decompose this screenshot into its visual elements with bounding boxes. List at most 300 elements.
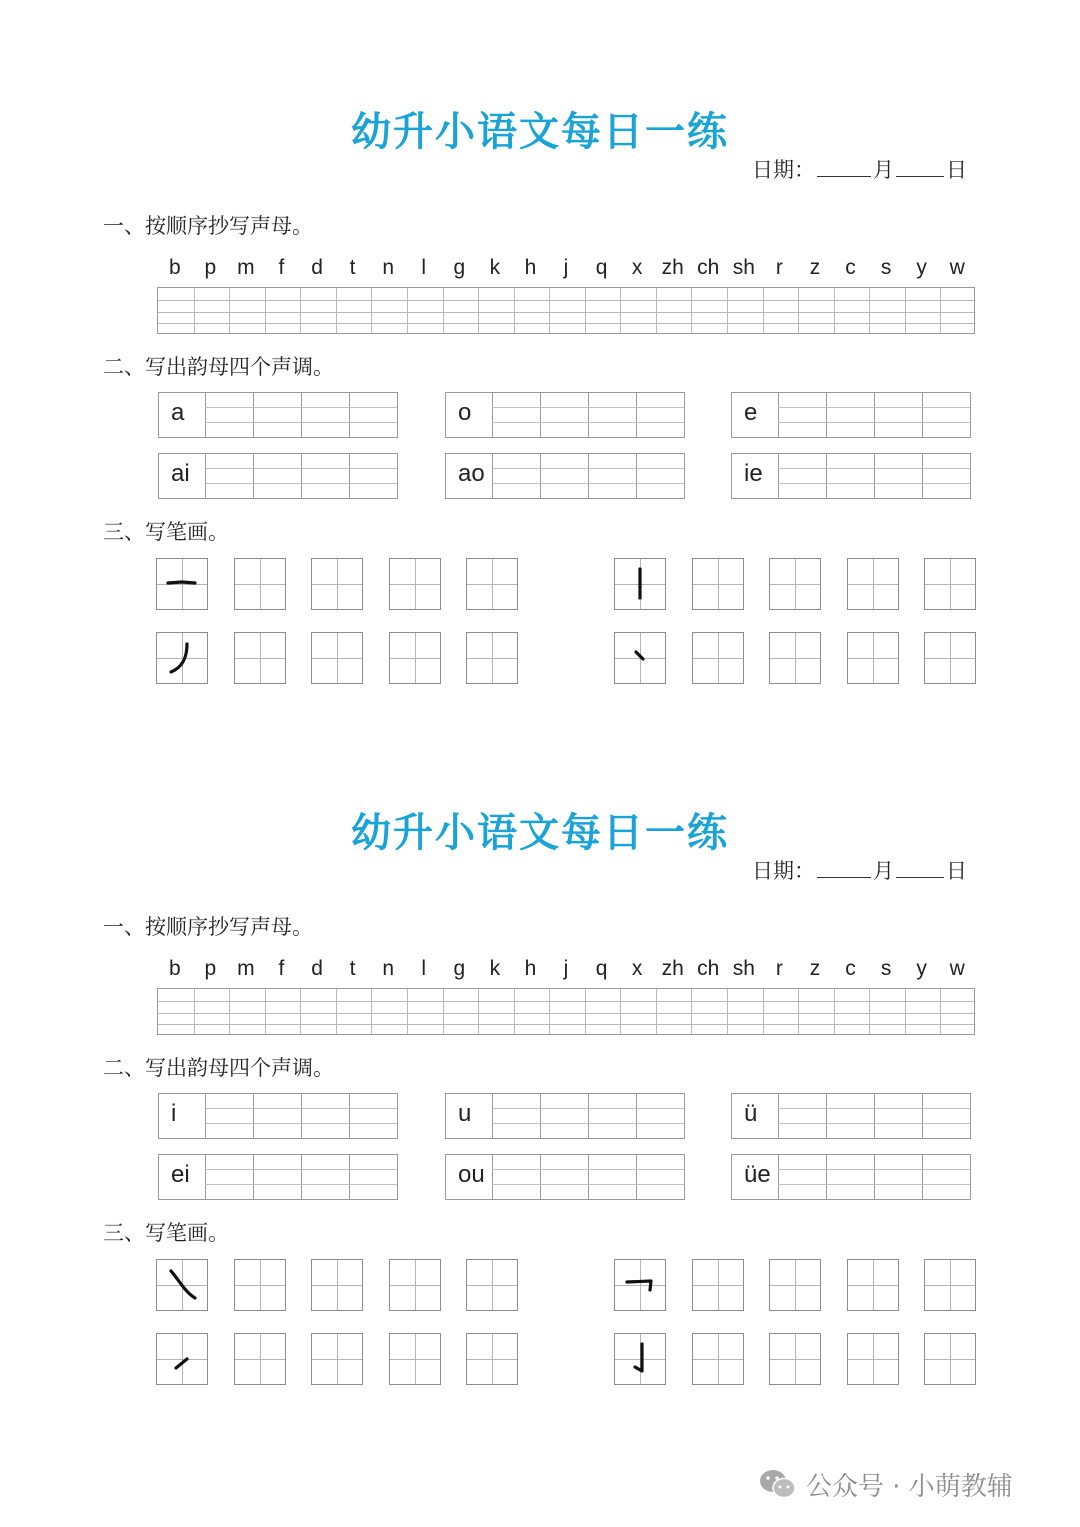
grid-guide-horizontal (848, 1359, 898, 1360)
initial-label: zh (661, 957, 684, 980)
initial-label: b (168, 957, 181, 980)
box-divider (588, 454, 589, 498)
grid-guide-horizontal (235, 658, 285, 659)
box-divider (922, 454, 923, 498)
box-divider (778, 1155, 779, 1199)
tianzige-practice-box[interactable] (389, 1333, 441, 1385)
final-writing-box[interactable] (445, 1154, 685, 1200)
final-label: ü (744, 1100, 758, 1127)
final-writing-box[interactable] (731, 392, 971, 438)
box-divider (874, 454, 875, 498)
stroke-example-box[interactable] (614, 1333, 666, 1385)
initial-label: q (595, 957, 608, 980)
initial-label: q (595, 256, 608, 279)
grid-guide-horizontal (390, 1285, 440, 1286)
tianzige-practice-box[interactable] (466, 1333, 518, 1385)
grid-guide-horizontal (693, 1359, 743, 1360)
final-label: üe (744, 1161, 771, 1188)
grid-guide-horizontal (467, 1285, 517, 1286)
box-divider (492, 393, 493, 437)
tianzige-practice-box[interactable] (389, 632, 441, 684)
tianzige-practice-box[interactable] (924, 1333, 976, 1385)
grid-divider (407, 989, 408, 1034)
box-divider (205, 1155, 206, 1199)
grid-divider (194, 288, 195, 333)
grid-guide-horizontal (848, 658, 898, 659)
box-divider (349, 393, 350, 437)
grid-divider (763, 288, 764, 333)
initial-label: j (563, 957, 569, 980)
final-writing-box[interactable] (158, 453, 398, 499)
final-writing-box[interactable] (731, 1154, 971, 1200)
grid-guide-horizontal (925, 584, 975, 585)
tianzige-practice-box[interactable] (692, 1333, 744, 1385)
grid-divider (834, 288, 835, 333)
initial-label: r (775, 957, 783, 980)
tianzige-practice-box[interactable] (234, 1259, 286, 1311)
box-divider (301, 454, 302, 498)
grid-guide-horizontal (770, 1285, 820, 1286)
box-guide-line (778, 468, 970, 469)
box-guide-line (205, 407, 397, 408)
stroke-example-box[interactable] (614, 632, 666, 684)
final-label: ei (171, 1161, 190, 1188)
tianzige-practice-box[interactable] (466, 1259, 518, 1311)
grid-guide-horizontal (390, 658, 440, 659)
grid-divider (585, 989, 586, 1034)
final-label: ou (458, 1161, 485, 1188)
initial-label: k (489, 957, 501, 980)
box-divider (636, 454, 637, 498)
final-writing-box[interactable] (731, 453, 971, 499)
section-3-heading: 三、写笔画。 (103, 1221, 229, 1245)
box-divider (349, 454, 350, 498)
tianzige-practice-box[interactable] (847, 558, 899, 610)
initial-label: z (809, 957, 821, 980)
tianzige-practice-box[interactable] (769, 632, 821, 684)
tianzige-practice-box[interactable] (769, 1259, 821, 1311)
box-guide-line (778, 1169, 970, 1170)
initial-label: n (382, 256, 395, 279)
initials-row (157, 957, 975, 985)
box-guide-line (492, 1108, 684, 1109)
grid-divider (300, 989, 301, 1034)
box-divider (874, 393, 875, 437)
grid-divider (336, 288, 337, 333)
month-blank[interactable] (817, 158, 871, 177)
section-2-heading: 二、写出韵母四个声调。 (103, 355, 334, 379)
grid-divider (798, 989, 799, 1034)
grid-divider (478, 989, 479, 1034)
stroke-example-box[interactable] (156, 1333, 208, 1385)
grid-divider (727, 989, 728, 1034)
stroke-example-box[interactable] (614, 1259, 666, 1311)
grid-divider (265, 288, 266, 333)
initial-label: f (278, 957, 285, 980)
tianzige-practice-box[interactable] (389, 558, 441, 610)
final-writing-box[interactable] (158, 1093, 398, 1139)
grid-divider (514, 989, 515, 1034)
grid-guide-horizontal (693, 584, 743, 585)
final-label: ao (458, 460, 485, 487)
tianzige-practice-box[interactable] (389, 1259, 441, 1311)
tianzige-practice-box[interactable] (234, 632, 286, 684)
box-divider (826, 1155, 827, 1199)
final-label: a (171, 399, 185, 426)
initial-label: n (382, 957, 395, 980)
box-divider (253, 1094, 254, 1138)
initial-label: r (775, 256, 783, 279)
box-guide-line (778, 1184, 970, 1185)
box-divider (588, 393, 589, 437)
box-guide-line (778, 1108, 970, 1109)
tianzige-practice-box[interactable] (924, 558, 976, 610)
box-divider (492, 1094, 493, 1138)
initial-label: g (453, 256, 466, 279)
grid-divider (620, 288, 621, 333)
box-divider (253, 393, 254, 437)
box-divider (922, 1094, 923, 1138)
month-label: 月 (873, 859, 894, 883)
tianzige-practice-box[interactable] (847, 1333, 899, 1385)
grid-divider (869, 288, 870, 333)
grid-line (158, 1024, 974, 1025)
box-guide-line (205, 468, 397, 469)
tianzige-practice-box[interactable] (847, 1259, 899, 1311)
box-guide-line (205, 422, 397, 423)
tianzige-practice-box[interactable] (466, 632, 518, 684)
initial-label: ch (697, 957, 720, 980)
box-divider (492, 1155, 493, 1199)
grid-guide-horizontal (235, 1359, 285, 1360)
initial-label: p (204, 256, 217, 279)
initials-row (157, 256, 975, 284)
heng-zhe-stroke-icon (615, 1260, 664, 1309)
grid-divider (585, 288, 586, 333)
initial-label: f (278, 256, 285, 279)
grid-divider (443, 288, 444, 333)
box-divider (492, 454, 493, 498)
initial-label: h (524, 957, 537, 980)
grid-guide-horizontal (467, 658, 517, 659)
box-guide-line (492, 407, 684, 408)
box-divider (636, 1155, 637, 1199)
box-divider (540, 1094, 541, 1138)
initial-label: w (949, 957, 965, 980)
box-guide-line (492, 483, 684, 484)
grid-guide-horizontal (235, 584, 285, 585)
final-label: o (458, 399, 472, 426)
box-divider (253, 1155, 254, 1199)
ti-stroke-icon (157, 1334, 206, 1383)
initial-label: zh (661, 256, 684, 279)
tianzige-practice-box[interactable] (311, 632, 363, 684)
initials-writing-grid[interactable] (157, 988, 975, 1035)
grid-guide-horizontal (693, 1285, 743, 1286)
grid-guide-horizontal (925, 1285, 975, 1286)
box-guide-line (205, 483, 397, 484)
box-divider (205, 454, 206, 498)
grid-guide-horizontal (693, 658, 743, 659)
grid-line (158, 1001, 974, 1002)
initial-label: y (916, 256, 927, 279)
grid-guide-horizontal (312, 1285, 362, 1286)
grid-divider (371, 288, 372, 333)
grid-divider (229, 989, 230, 1034)
tianzige-practice-box[interactable] (924, 632, 976, 684)
grid-guide-horizontal (390, 584, 440, 585)
initial-label: m (237, 957, 255, 980)
grid-guide-horizontal (312, 584, 362, 585)
stroke-example-box[interactable] (614, 558, 666, 610)
tianzige-practice-box[interactable] (234, 1333, 286, 1385)
box-guide-line (778, 1123, 970, 1124)
box-divider (826, 454, 827, 498)
grid-divider (443, 989, 444, 1034)
initial-label: sh (732, 256, 755, 279)
initial-label: d (311, 957, 323, 980)
box-divider (253, 454, 254, 498)
grid-divider (691, 989, 692, 1034)
final-label: ie (744, 460, 763, 487)
initial-label: l (421, 256, 427, 279)
date-line (752, 154, 967, 184)
day-blank[interactable] (896, 859, 944, 878)
grid-divider (336, 989, 337, 1034)
grid-divider (549, 989, 550, 1034)
watermark-text: 公众号 · 小萌教辅 (806, 1472, 1013, 1502)
grid-guide-horizontal (770, 584, 820, 585)
box-divider (826, 393, 827, 437)
box-divider (826, 1094, 827, 1138)
final-writing-box[interactable] (445, 1093, 685, 1139)
box-divider (588, 1094, 589, 1138)
box-guide-line (492, 422, 684, 423)
box-guide-line (492, 1169, 684, 1170)
month-blank[interactable] (817, 859, 871, 878)
box-divider (301, 1094, 302, 1138)
section-2-heading: 二、写出韵母四个声调。 (103, 1056, 334, 1080)
grid-divider (514, 288, 515, 333)
box-guide-line (205, 1184, 397, 1185)
date-label: 日期： (752, 859, 815, 883)
grid-divider (656, 288, 657, 333)
box-divider (778, 1094, 779, 1138)
final-writing-box[interactable] (158, 392, 398, 438)
box-guide-line (492, 1123, 684, 1124)
box-divider (778, 393, 779, 437)
initial-label: s (880, 256, 892, 279)
grid-divider (905, 288, 906, 333)
tianzige-practice-box[interactable] (769, 558, 821, 610)
final-label: i (171, 1100, 177, 1127)
box-divider (301, 393, 302, 437)
tianzige-practice-box[interactable] (234, 558, 286, 610)
grid-divider (763, 989, 764, 1034)
grid-guide-horizontal (848, 1285, 898, 1286)
final-writing-box[interactable] (731, 1093, 971, 1139)
initial-label: c (845, 957, 856, 980)
stroke-example-box[interactable] (156, 558, 208, 610)
initial-label: c (845, 256, 856, 279)
box-divider (301, 1155, 302, 1199)
box-guide-line (778, 407, 970, 408)
shu-gou-stroke-icon (615, 1334, 664, 1383)
box-guide-line (205, 1123, 397, 1124)
day-label: 日 (946, 859, 967, 883)
initial-label: z (809, 256, 821, 279)
date-label: 日期： (752, 158, 815, 182)
tianzige-practice-box[interactable] (311, 1259, 363, 1311)
box-divider (205, 1094, 206, 1138)
section-1-heading: 一、按顺序抄写声母。 (103, 214, 313, 238)
day-blank[interactable] (896, 158, 944, 177)
initial-label: y (916, 957, 927, 980)
stroke-example-box[interactable] (156, 1259, 208, 1311)
month-label: 月 (873, 158, 894, 182)
box-guide-line (492, 1184, 684, 1185)
initial-label: d (311, 256, 323, 279)
pie-stroke-icon (157, 633, 206, 682)
grid-divider (940, 989, 941, 1034)
box-guide-line (778, 483, 970, 484)
worksheet-1 (0, 0, 1080, 700)
tianzige-practice-box[interactable] (692, 1259, 744, 1311)
box-divider (636, 393, 637, 437)
grid-guide-horizontal (312, 658, 362, 659)
grid-line (158, 323, 974, 324)
final-writing-box[interactable] (445, 392, 685, 438)
grid-divider (727, 288, 728, 333)
initial-label: ch (697, 256, 720, 279)
grid-guide-horizontal (925, 658, 975, 659)
grid-guide-horizontal (235, 1285, 285, 1286)
tianzige-practice-box[interactable] (311, 1333, 363, 1385)
dian-stroke-icon (615, 633, 664, 682)
grid-divider (300, 288, 301, 333)
box-divider (540, 454, 541, 498)
box-guide-line (205, 1108, 397, 1109)
wechat-icon (758, 1467, 798, 1501)
final-label: ai (171, 460, 190, 487)
grid-guide-horizontal (770, 658, 820, 659)
grid-divider (691, 288, 692, 333)
box-divider (922, 1155, 923, 1199)
initial-label: sh (732, 957, 755, 980)
final-writing-box[interactable] (445, 453, 685, 499)
initial-label: m (237, 256, 255, 279)
grid-divider (940, 288, 941, 333)
grid-guide-horizontal (467, 584, 517, 585)
final-writing-box[interactable] (158, 1154, 398, 1200)
tianzige-practice-box[interactable] (692, 632, 744, 684)
initial-label: h (524, 256, 537, 279)
initial-label: s (880, 957, 892, 980)
shu-stroke-icon (615, 559, 664, 608)
initial-label: t (349, 256, 356, 279)
grid-divider (905, 989, 906, 1034)
grid-line (158, 312, 974, 313)
initial-label: w (949, 256, 965, 279)
na-stroke-icon (157, 1260, 206, 1309)
initial-label: x (631, 957, 643, 980)
date-line (752, 855, 967, 885)
box-divider (874, 1155, 875, 1199)
section-3-heading: 三、写笔画。 (103, 520, 229, 544)
final-label: e (744, 399, 758, 426)
section-1-heading: 一、按顺序抄写声母。 (103, 915, 313, 939)
grid-divider (265, 989, 266, 1034)
initial-label: g (453, 957, 466, 980)
box-divider (922, 393, 923, 437)
grid-guide-horizontal (390, 1359, 440, 1360)
grid-guide-horizontal (467, 1359, 517, 1360)
box-divider (349, 1094, 350, 1138)
tianzige-practice-box[interactable] (466, 558, 518, 610)
initial-label: k (489, 256, 501, 279)
grid-guide-horizontal (848, 584, 898, 585)
box-divider (778, 454, 779, 498)
box-guide-line (778, 422, 970, 423)
grid-divider (478, 288, 479, 333)
box-divider (540, 1155, 541, 1199)
initial-label: b (168, 256, 181, 279)
box-guide-line (205, 1169, 397, 1170)
heng-stroke-icon (157, 559, 206, 608)
worksheet-title: 幼升小语文每日一练 (351, 109, 729, 155)
stroke-example-box[interactable] (156, 632, 208, 684)
box-divider (349, 1155, 350, 1199)
box-divider (205, 393, 206, 437)
grid-divider (869, 989, 870, 1034)
box-divider (636, 1094, 637, 1138)
tianzige-practice-box[interactable] (769, 1333, 821, 1385)
tianzige-practice-box[interactable] (311, 558, 363, 610)
worksheet-title: 幼升小语文每日一练 (351, 810, 729, 856)
grid-divider (798, 288, 799, 333)
grid-divider (229, 288, 230, 333)
box-guide-line (492, 468, 684, 469)
final-label: u (458, 1100, 472, 1127)
initial-label: j (563, 256, 569, 279)
initial-label: p (204, 957, 217, 980)
grid-divider (656, 989, 657, 1034)
box-divider (874, 1094, 875, 1138)
grid-divider (620, 989, 621, 1034)
box-divider (540, 393, 541, 437)
grid-line (158, 300, 974, 301)
grid-line (158, 1013, 974, 1014)
initial-label: x (631, 256, 643, 279)
grid-divider (834, 989, 835, 1034)
grid-divider (371, 989, 372, 1034)
box-divider (588, 1155, 589, 1199)
initials-writing-grid[interactable] (157, 287, 975, 334)
initial-label: t (349, 957, 356, 980)
tianzige-practice-box[interactable] (847, 632, 899, 684)
worksheet-2 (0, 701, 1080, 1401)
grid-guide-horizontal (925, 1359, 975, 1360)
tianzige-practice-box[interactable] (924, 1259, 976, 1311)
grid-divider (549, 288, 550, 333)
grid-guide-horizontal (312, 1359, 362, 1360)
tianzige-practice-box[interactable] (692, 558, 744, 610)
initial-label: l (421, 957, 427, 980)
grid-divider (194, 989, 195, 1034)
grid-guide-horizontal (770, 1359, 820, 1360)
day-label: 日 (946, 158, 967, 182)
grid-divider (407, 288, 408, 333)
